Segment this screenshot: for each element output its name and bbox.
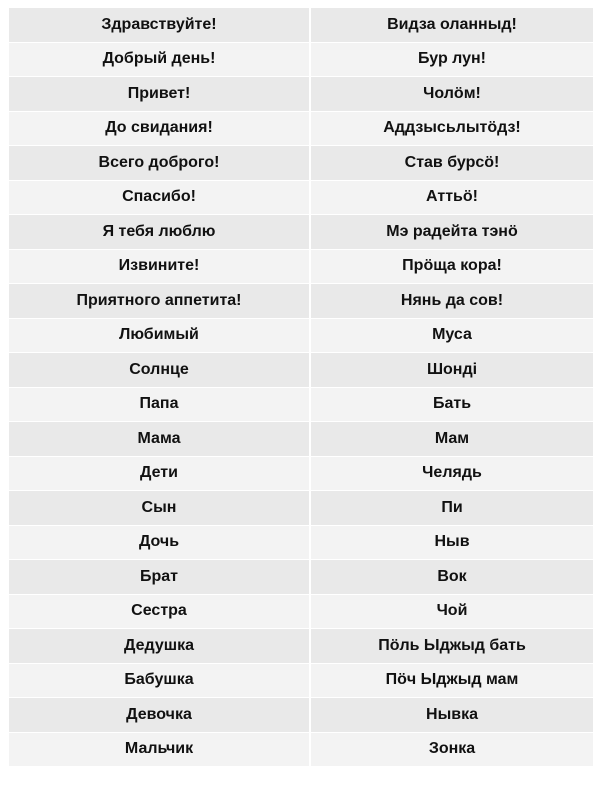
table-row	[9, 422, 593, 457]
russian-phrase-cell: Дедушка	[9, 629, 311, 664]
russian-phrase-cell: Дети	[9, 457, 311, 492]
russian-phrase-cell: Девочка	[9, 698, 311, 733]
table-row	[9, 284, 593, 319]
table-row	[9, 215, 593, 250]
russian-phrase-cell: Я тебя люблю	[9, 215, 311, 250]
komi-phrase-cell: Зонка	[311, 733, 593, 768]
table-row	[9, 388, 593, 423]
komi-phrase-cell: Нывка	[311, 698, 593, 733]
table-row	[9, 146, 593, 181]
russian-phrase-cell: Любимый	[9, 319, 311, 354]
russian-phrase-cell: Мама	[9, 422, 311, 457]
russian-phrase-cell: До свидания!	[9, 112, 311, 147]
russian-phrase-cell: Здравствуйте!	[9, 8, 311, 43]
russian-phrase-cell: Всего доброго!	[9, 146, 311, 181]
table-row	[9, 457, 593, 492]
komi-phrase-cell: Шонді	[311, 353, 593, 388]
komi-phrase-cell: Челядь	[311, 457, 593, 492]
russian-phrase-cell: Брат	[9, 560, 311, 595]
komi-phrase-cell: Аттьӧ!	[311, 181, 593, 216]
table-row	[9, 526, 593, 561]
table-row	[9, 560, 593, 595]
komi-phrase-cell: Чолӧм!	[311, 77, 593, 112]
table-row	[9, 664, 593, 699]
komi-phrase-cell: Вок	[311, 560, 593, 595]
komi-phrase-cell: Пи	[311, 491, 593, 526]
table-row	[9, 698, 593, 733]
komi-phrase-cell: Ныв	[311, 526, 593, 561]
table-row	[9, 43, 593, 78]
komi-phrase-cell: Чой	[311, 595, 593, 630]
komi-phrase-cell: Прӧща кора!	[311, 250, 593, 285]
russian-phrase-cell: Дочь	[9, 526, 311, 561]
russian-phrase-cell: Сын	[9, 491, 311, 526]
komi-phrase-cell: Мам	[311, 422, 593, 457]
table-row	[9, 181, 593, 216]
phrase-table-body	[9, 8, 593, 767]
komi-phrase-cell: Пӧль Ыджыд бать	[311, 629, 593, 664]
russian-phrase-cell: Извините!	[9, 250, 311, 285]
komi-phrase-cell: Мэ радейта тэнӧ	[311, 215, 593, 250]
komi-phrase-cell: Бур лун!	[311, 43, 593, 78]
table-row	[9, 629, 593, 664]
russian-phrase-cell: Бабушка	[9, 664, 311, 699]
table-row	[9, 353, 593, 388]
russian-phrase-cell: Привет!	[9, 77, 311, 112]
table-row	[9, 595, 593, 630]
russian-phrase-cell: Спасибо!	[9, 181, 311, 216]
russian-phrase-cell: Добрый день!	[9, 43, 311, 78]
komi-phrase-cell: Видза оланныд!	[311, 8, 593, 43]
table-row	[9, 112, 593, 147]
komi-phrase-cell: Аддзысьлытӧдз!	[311, 112, 593, 147]
komi-phrase-cell: Пӧч Ыджыд мам	[311, 664, 593, 699]
russian-phrase-cell: Солнце	[9, 353, 311, 388]
table-row	[9, 8, 593, 43]
komi-phrase-cell: Муса	[311, 319, 593, 354]
table-row	[9, 77, 593, 112]
table-row	[9, 491, 593, 526]
table-row	[9, 319, 593, 354]
table-row	[9, 250, 593, 285]
russian-phrase-cell: Папа	[9, 388, 311, 423]
phrase-table	[9, 8, 593, 767]
table-row	[9, 733, 593, 768]
komi-phrase-cell: Став бурсӧ!	[311, 146, 593, 181]
komi-phrase-cell: Нянь да сов!	[311, 284, 593, 319]
komi-phrase-cell: Бать	[311, 388, 593, 423]
russian-phrase-cell: Мальчик	[9, 733, 311, 768]
russian-phrase-cell: Сестра	[9, 595, 311, 630]
russian-phrase-cell: Приятного аппетита!	[9, 284, 311, 319]
